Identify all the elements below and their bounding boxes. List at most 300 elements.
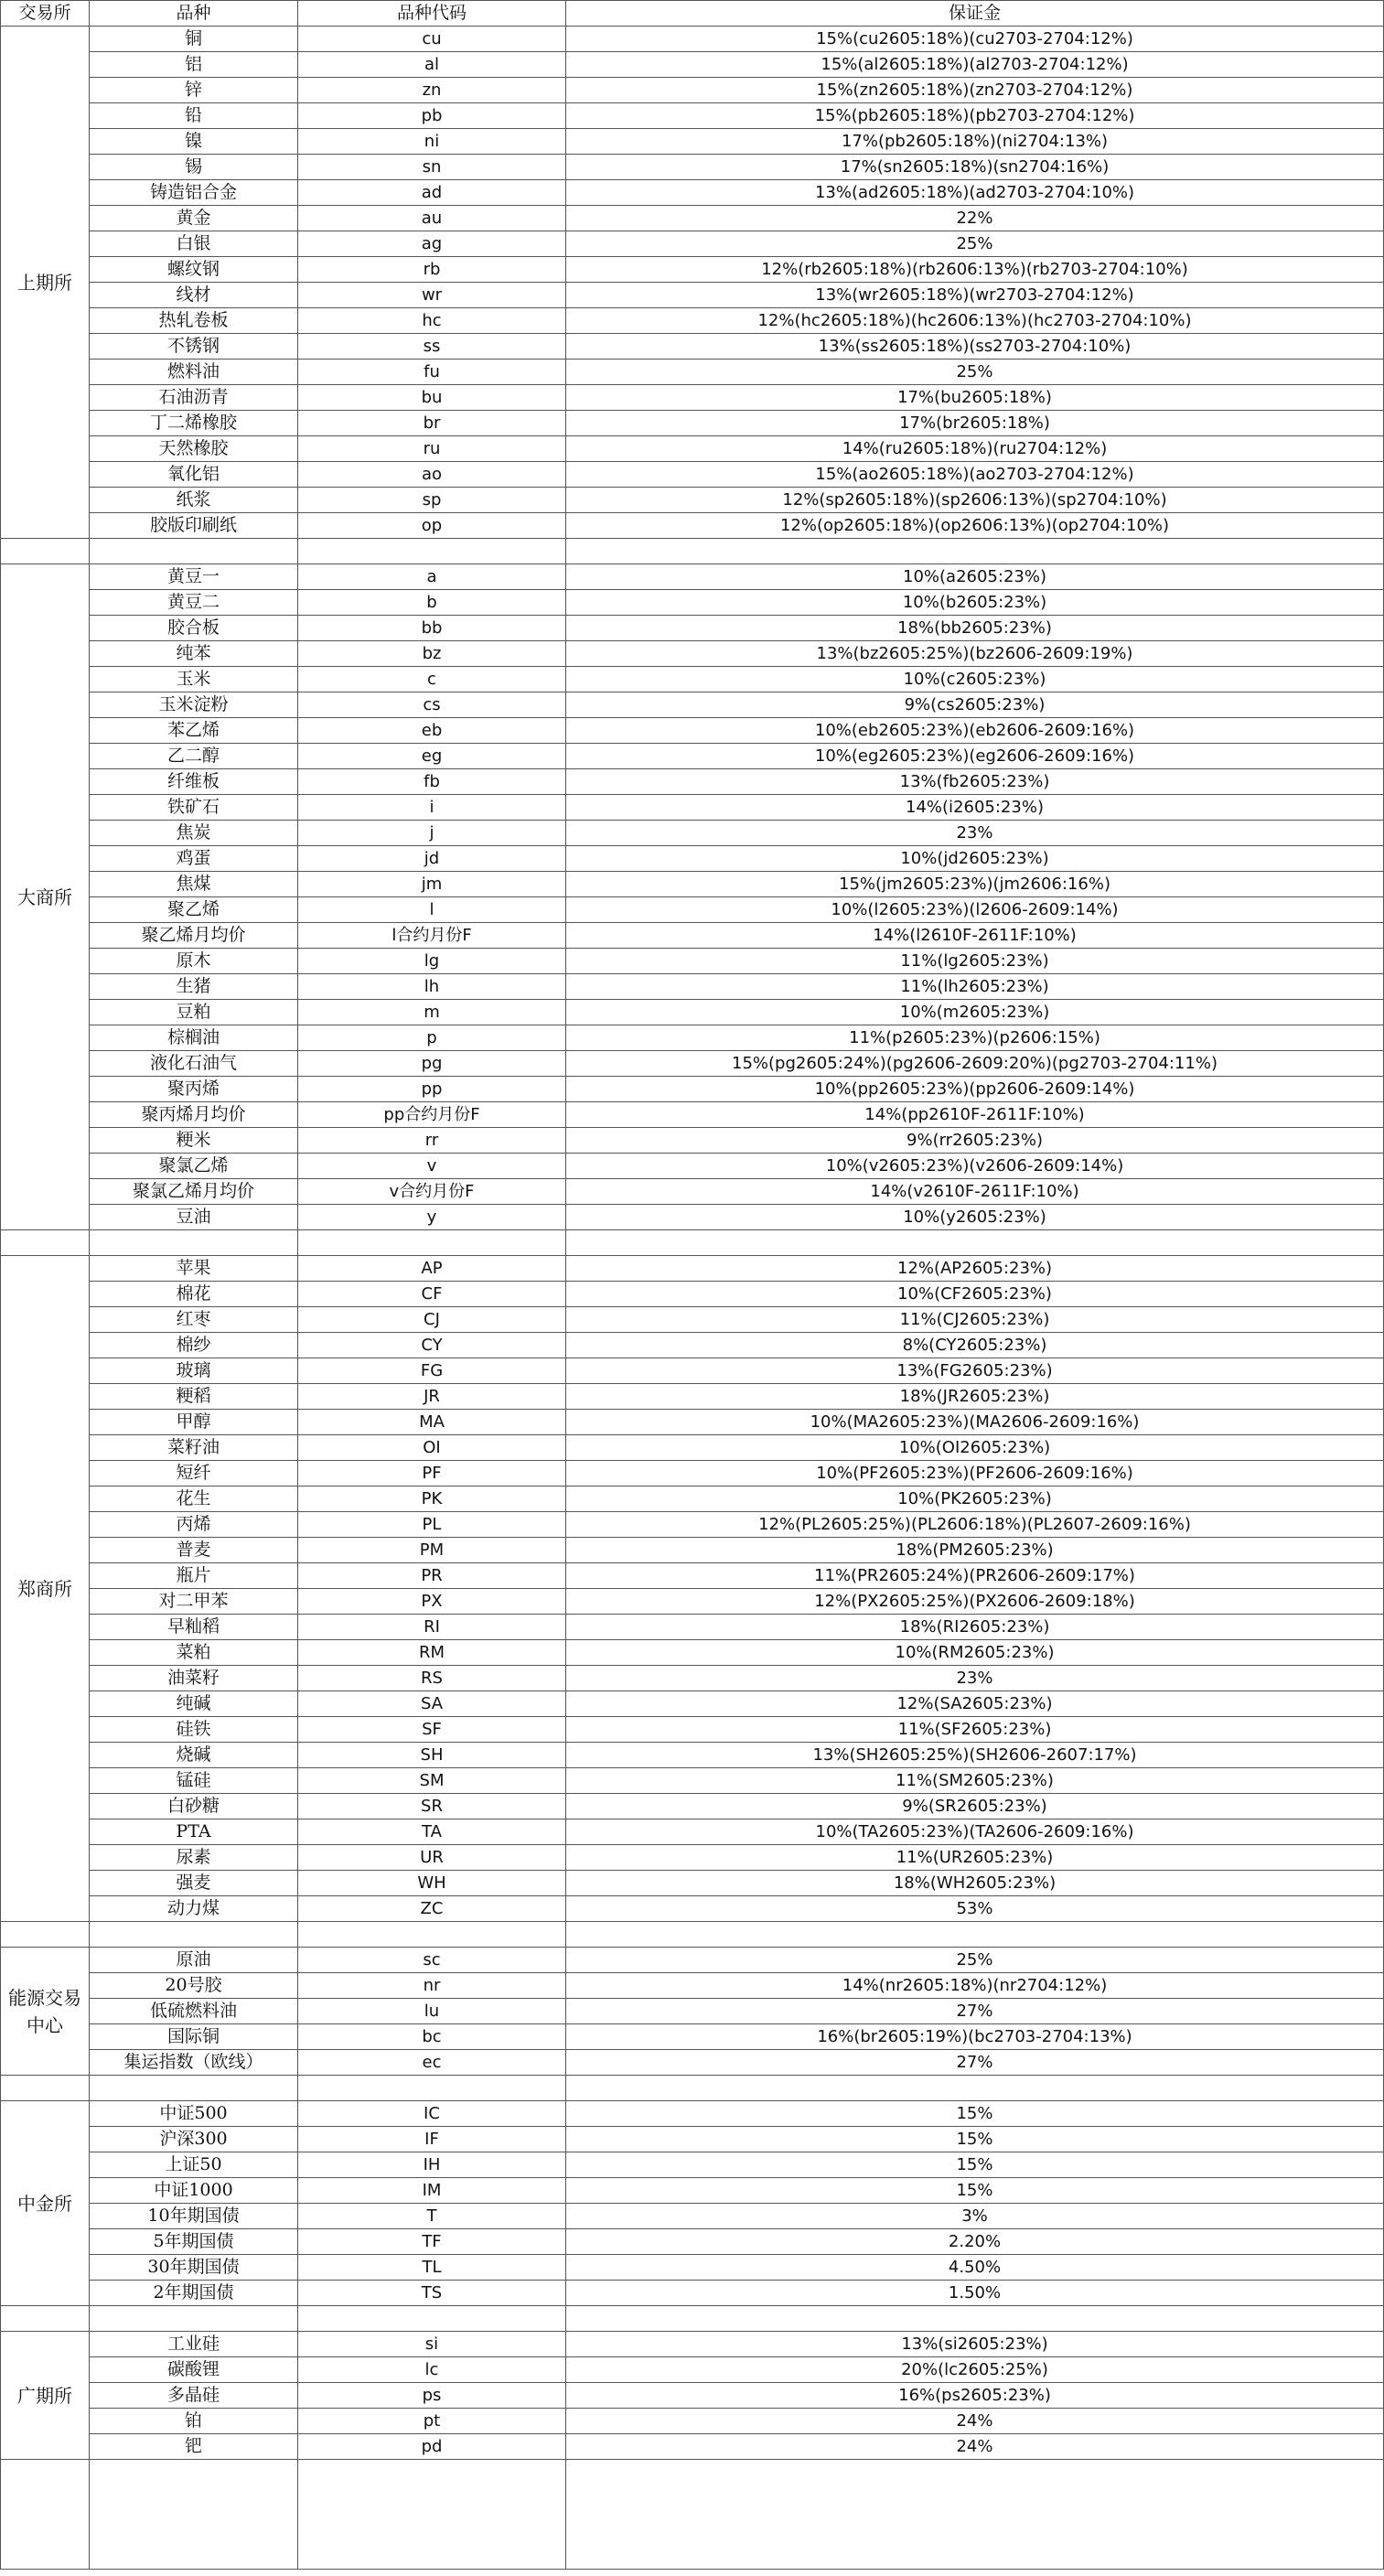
- product-cell[interactable]: 尿素: [90, 1845, 298, 1871]
- code-cell[interactable]: ao: [298, 462, 566, 488]
- margin-cell[interactable]: 15%(zn2605:18%)(zn2703-2704:12%): [566, 78, 1384, 103]
- product-cell[interactable]: 工业硅: [90, 2332, 298, 2357]
- code-cell[interactable]: CJ: [298, 1307, 566, 1333]
- product-cell[interactable]: 红枣: [90, 1307, 298, 1333]
- margin-cell[interactable]: 10%(l2605:23%)(l2606-2609:14%): [566, 897, 1384, 923]
- margin-cell[interactable]: 17%(bu2605:18%): [566, 385, 1384, 411]
- product-cell[interactable]: 铜: [90, 27, 298, 52]
- margin-cell[interactable]: 53%: [566, 1896, 1384, 1922]
- product-cell[interactable]: 甲醇: [90, 1410, 298, 1435]
- margin-cell[interactable]: 9%(cs2605:23%): [566, 692, 1384, 718]
- product-cell[interactable]: 强麦: [90, 1871, 298, 1896]
- product-cell[interactable]: 上证50: [90, 2152, 298, 2178]
- code-cell[interactable]: IM: [298, 2178, 566, 2204]
- code-cell[interactable]: si: [298, 2332, 566, 2357]
- product-cell[interactable]: 碳酸锂: [90, 2357, 298, 2383]
- code-cell[interactable]: ss: [298, 334, 566, 360]
- product-cell[interactable]: 黄豆二: [90, 590, 298, 616]
- product-cell[interactable]: 丙烯: [90, 1512, 298, 1538]
- code-cell[interactable]: rb: [298, 257, 566, 283]
- margin-cell[interactable]: 16%(ps2605:23%): [566, 2383, 1384, 2409]
- product-cell[interactable]: 粳稻: [90, 1384, 298, 1410]
- code-cell[interactable]: bc: [298, 2024, 566, 2050]
- code-cell[interactable]: WH: [298, 1871, 566, 1896]
- empty-cell[interactable]: [566, 2076, 1384, 2101]
- product-cell[interactable]: 镍: [90, 129, 298, 155]
- margin-cell[interactable]: 14%(i2605:23%): [566, 795, 1384, 821]
- product-cell[interactable]: 棉纱: [90, 1333, 298, 1358]
- margin-cell[interactable]: 11%(p2605:23%)(p2606:15%): [566, 1025, 1384, 1051]
- product-cell[interactable]: 纯苯: [90, 641, 298, 667]
- code-cell[interactable]: b: [298, 590, 566, 616]
- exchange-cell[interactable]: 大商所: [1, 564, 90, 1230]
- margin-cell[interactable]: 10%(CF2605:23%): [566, 1282, 1384, 1307]
- margin-cell[interactable]: 13%(fb2605:23%): [566, 769, 1384, 795]
- product-cell[interactable]: 花生: [90, 1487, 298, 1512]
- code-cell[interactable]: zn: [298, 78, 566, 103]
- product-cell[interactable]: 苹果: [90, 1256, 298, 1282]
- product-cell[interactable]: 聚丙烯月均价: [90, 1102, 298, 1128]
- product-cell[interactable]: 30年期国债: [90, 2255, 298, 2281]
- product-cell[interactable]: 聚氯乙烯月均价: [90, 1179, 298, 1205]
- product-cell[interactable]: 白砂糖: [90, 1794, 298, 1819]
- margin-cell[interactable]: 13%(ss2605:18%)(ss2703-2704:10%): [566, 334, 1384, 360]
- code-cell[interactable]: CY: [298, 1333, 566, 1358]
- margin-cell[interactable]: 15%(cu2605:18%)(cu2703-2704:12%): [566, 27, 1384, 52]
- margin-cell[interactable]: 9%(SR2605:23%): [566, 1794, 1384, 1819]
- margin-cell[interactable]: 18%(bb2605:23%): [566, 616, 1384, 641]
- margin-cell[interactable]: 11%(PR2605:24%)(PR2606-2609:17%): [566, 1563, 1384, 1589]
- code-cell[interactable]: fb: [298, 769, 566, 795]
- margin-cell[interactable]: 15%(pg2605:24%)(pg2606-2609:20%)(pg2703-2704:11%): [566, 1051, 1384, 1077]
- margin-cell[interactable]: 8%(CY2605:23%): [566, 1333, 1384, 1358]
- margin-cell[interactable]: 24%: [566, 2409, 1384, 2434]
- product-cell[interactable]: 玉米: [90, 667, 298, 692]
- margin-cell[interactable]: 13%(FG2605:23%): [566, 1358, 1384, 1384]
- product-cell[interactable]: 20号胶: [90, 1973, 298, 1999]
- margin-cell[interactable]: 9%(rr2605:23%): [566, 1128, 1384, 1154]
- margin-cell[interactable]: 15%(al2605:18%)(al2703-2704:12%): [566, 52, 1384, 78]
- code-cell[interactable]: RS: [298, 1666, 566, 1691]
- code-cell[interactable]: bu: [298, 385, 566, 411]
- code-cell[interactable]: PK: [298, 1487, 566, 1512]
- code-cell[interactable]: SF: [298, 1717, 566, 1743]
- product-cell[interactable]: 菜粕: [90, 1640, 298, 1666]
- code-cell[interactable]: y: [298, 1205, 566, 1230]
- empty-cell[interactable]: [566, 2306, 1384, 2332]
- product-cell[interactable]: 国际铜: [90, 2024, 298, 2050]
- header-margin[interactable]: 保证金: [566, 1, 1384, 27]
- margin-cell[interactable]: 12%(op2605:18%)(op2606:13%)(op2704:10%): [566, 513, 1384, 539]
- code-cell[interactable]: PL: [298, 1512, 566, 1538]
- code-cell[interactable]: MA: [298, 1410, 566, 1435]
- product-cell[interactable]: 氧化铝: [90, 462, 298, 488]
- product-cell[interactable]: 锰硅: [90, 1768, 298, 1794]
- margin-cell[interactable]: 10%(c2605:23%): [566, 667, 1384, 692]
- product-cell[interactable]: 粳米: [90, 1128, 298, 1154]
- margin-cell[interactable]: 14%(ru2605:18%)(ru2704:12%): [566, 436, 1384, 462]
- code-cell[interactable]: ru: [298, 436, 566, 462]
- code-cell[interactable]: sc: [298, 1948, 566, 1973]
- margin-cell[interactable]: 23%: [566, 821, 1384, 846]
- margin-cell[interactable]: 13%(ad2605:18%)(ad2703-2704:10%): [566, 180, 1384, 206]
- product-cell[interactable]: 对二甲苯: [90, 1589, 298, 1615]
- code-cell[interactable]: PX: [298, 1589, 566, 1615]
- code-cell[interactable]: nr: [298, 1973, 566, 1999]
- margin-cell[interactable]: 10%(TA2605:23%)(TA2606-2609:16%): [566, 1819, 1384, 1845]
- margin-cell[interactable]: 14%(l2610F-2611F:10%): [566, 923, 1384, 949]
- code-cell[interactable]: rr: [298, 1128, 566, 1154]
- code-cell[interactable]: sn: [298, 155, 566, 180]
- margin-cell[interactable]: 18%(PM2605:23%): [566, 1538, 1384, 1563]
- product-cell[interactable]: 原木: [90, 949, 298, 974]
- code-cell[interactable]: IC: [298, 2101, 566, 2127]
- product-cell[interactable]: 10年期国债: [90, 2204, 298, 2229]
- product-cell[interactable]: 低硫燃料油: [90, 1999, 298, 2024]
- code-cell[interactable]: a: [298, 564, 566, 590]
- margin-cell[interactable]: 10%(y2605:23%): [566, 1205, 1384, 1230]
- margin-cell[interactable]: 15%(jm2605:23%)(jm2606:16%): [566, 872, 1384, 897]
- margin-cell[interactable]: 25%: [566, 231, 1384, 257]
- margin-cell[interactable]: 11%(lh2605:23%): [566, 974, 1384, 1000]
- code-cell[interactable]: lh: [298, 974, 566, 1000]
- empty-cell[interactable]: [566, 1922, 1384, 1948]
- code-cell[interactable]: ad: [298, 180, 566, 206]
- margin-cell[interactable]: 13%(SH2605:25%)(SH2606-2607:17%): [566, 1743, 1384, 1768]
- code-cell[interactable]: TS: [298, 2281, 566, 2306]
- empty-cell[interactable]: [1, 2460, 90, 2570]
- product-cell[interactable]: 聚丙烯: [90, 1077, 298, 1102]
- margin-cell[interactable]: 11%(SM2605:23%): [566, 1768, 1384, 1794]
- code-cell[interactable]: jd: [298, 846, 566, 872]
- empty-cell[interactable]: [90, 539, 298, 564]
- code-cell[interactable]: bb: [298, 616, 566, 641]
- product-cell[interactable]: 2年期国债: [90, 2281, 298, 2306]
- margin-cell[interactable]: 10%(eb2605:23%)(eb2606-2609:16%): [566, 718, 1384, 744]
- empty-cell[interactable]: [90, 2460, 298, 2570]
- code-cell[interactable]: T: [298, 2204, 566, 2229]
- code-cell[interactable]: TF: [298, 2229, 566, 2255]
- product-cell[interactable]: 锌: [90, 78, 298, 103]
- code-cell[interactable]: FG: [298, 1358, 566, 1384]
- margin-cell[interactable]: 15%(ao2605:18%)(ao2703-2704:12%): [566, 462, 1384, 488]
- margin-cell[interactable]: 1.50%: [566, 2281, 1384, 2306]
- product-cell[interactable]: 不锈钢: [90, 334, 298, 360]
- margin-cell[interactable]: 12%(AP2605:23%): [566, 1256, 1384, 1282]
- code-cell[interactable]: IH: [298, 2152, 566, 2178]
- code-cell[interactable]: cs: [298, 692, 566, 718]
- code-cell[interactable]: IF: [298, 2127, 566, 2152]
- code-cell[interactable]: CF: [298, 1282, 566, 1307]
- margin-cell[interactable]: 12%(hc2605:18%)(hc2606:13%)(hc2703-2704:10%): [566, 308, 1384, 334]
- header-product[interactable]: 品种: [90, 1, 298, 27]
- code-cell[interactable]: pb: [298, 103, 566, 129]
- exchange-cell[interactable]: 中金所: [1, 2101, 90, 2306]
- empty-cell[interactable]: [298, 1922, 566, 1948]
- margin-cell[interactable]: 18%(WH2605:23%): [566, 1871, 1384, 1896]
- product-cell[interactable]: 石油沥青: [90, 385, 298, 411]
- product-cell[interactable]: 聚乙烯: [90, 897, 298, 923]
- product-cell[interactable]: 玻璃: [90, 1358, 298, 1384]
- code-cell[interactable]: pp合约月份F: [298, 1102, 566, 1128]
- margin-cell[interactable]: 13%(wr2605:18%)(wr2703-2704:12%): [566, 283, 1384, 308]
- product-cell[interactable]: 乙二醇: [90, 744, 298, 769]
- code-cell[interactable]: sp: [298, 488, 566, 513]
- product-cell[interactable]: 沪深300: [90, 2127, 298, 2152]
- product-cell[interactable]: 中证500: [90, 2101, 298, 2127]
- margin-cell[interactable]: 11%(lg2605:23%): [566, 949, 1384, 974]
- product-cell[interactable]: 铝: [90, 52, 298, 78]
- product-cell[interactable]: 棕榈油: [90, 1025, 298, 1051]
- margin-cell[interactable]: 10%(PK2605:23%): [566, 1487, 1384, 1512]
- empty-cell[interactable]: [298, 1230, 566, 1256]
- product-cell[interactable]: 胶版印刷纸: [90, 513, 298, 539]
- product-cell[interactable]: 聚乙烯月均价: [90, 923, 298, 949]
- code-cell[interactable]: hc: [298, 308, 566, 334]
- code-cell[interactable]: ni: [298, 129, 566, 155]
- code-cell[interactable]: bz: [298, 641, 566, 667]
- code-cell[interactable]: op: [298, 513, 566, 539]
- code-cell[interactable]: br: [298, 411, 566, 436]
- margin-cell[interactable]: 15%: [566, 2127, 1384, 2152]
- code-cell[interactable]: JR: [298, 1384, 566, 1410]
- empty-cell[interactable]: [566, 2460, 1384, 2570]
- code-cell[interactable]: j: [298, 821, 566, 846]
- margin-cell[interactable]: 10%(a2605:23%): [566, 564, 1384, 590]
- product-cell[interactable]: 锡: [90, 155, 298, 180]
- empty-cell[interactable]: [298, 539, 566, 564]
- code-cell[interactable]: eb: [298, 718, 566, 744]
- product-cell[interactable]: 短纤: [90, 1461, 298, 1487]
- margin-cell[interactable]: 18%(JR2605:23%): [566, 1384, 1384, 1410]
- margin-cell[interactable]: 15%: [566, 2101, 1384, 2127]
- empty-cell[interactable]: [566, 539, 1384, 564]
- code-cell[interactable]: fu: [298, 360, 566, 385]
- empty-cell[interactable]: [90, 1922, 298, 1948]
- product-cell[interactable]: 油菜籽: [90, 1666, 298, 1691]
- code-cell[interactable]: al: [298, 52, 566, 78]
- product-cell[interactable]: 早籼稻: [90, 1615, 298, 1640]
- product-cell[interactable]: 燃料油: [90, 360, 298, 385]
- empty-cell[interactable]: [298, 2306, 566, 2332]
- product-cell[interactable]: 铁矿石: [90, 795, 298, 821]
- product-cell[interactable]: 烧碱: [90, 1743, 298, 1768]
- product-cell[interactable]: 菜籽油: [90, 1435, 298, 1461]
- margin-cell[interactable]: 12%(rb2605:18%)(rb2606:13%)(rb2703-2704:10%): [566, 257, 1384, 283]
- product-cell[interactable]: 液化石油气: [90, 1051, 298, 1077]
- margin-cell[interactable]: 14%(nr2605:18%)(nr2704:12%): [566, 1973, 1384, 1999]
- margin-cell[interactable]: 15%: [566, 2152, 1384, 2178]
- product-cell[interactable]: 黄金: [90, 206, 298, 231]
- product-cell[interactable]: 豆油: [90, 1205, 298, 1230]
- code-cell[interactable]: i: [298, 795, 566, 821]
- margin-cell[interactable]: 17%(br2605:18%): [566, 411, 1384, 436]
- margin-cell[interactable]: 11%(SF2605:23%): [566, 1717, 1384, 1743]
- margin-cell[interactable]: 2.20%: [566, 2229, 1384, 2255]
- empty-cell[interactable]: [566, 1230, 1384, 1256]
- empty-cell[interactable]: [90, 1230, 298, 1256]
- exchange-cell[interactable]: 郑商所: [1, 1256, 90, 1922]
- margin-cell[interactable]: 11%(UR2605:23%): [566, 1845, 1384, 1871]
- margin-cell[interactable]: 23%: [566, 1666, 1384, 1691]
- product-cell[interactable]: 铂: [90, 2409, 298, 2434]
- header-code[interactable]: 品种代码: [298, 1, 566, 27]
- margin-cell[interactable]: 12%(sp2605:18%)(sp2606:13%)(sp2704:10%): [566, 488, 1384, 513]
- code-cell[interactable]: OI: [298, 1435, 566, 1461]
- product-cell[interactable]: 钯: [90, 2434, 298, 2460]
- margin-cell[interactable]: 12%(PL2605:25%)(PL2606:18%)(PL2607-2609:16%): [566, 1512, 1384, 1538]
- product-cell[interactable]: 纯碱: [90, 1691, 298, 1717]
- product-cell[interactable]: PTA: [90, 1819, 298, 1845]
- code-cell[interactable]: TA: [298, 1819, 566, 1845]
- code-cell[interactable]: cu: [298, 27, 566, 52]
- margin-cell[interactable]: 10%(PF2605:23%)(PF2606-2609:16%): [566, 1461, 1384, 1487]
- product-cell[interactable]: 胶合板: [90, 616, 298, 641]
- empty-cell[interactable]: [90, 2076, 298, 2101]
- product-cell[interactable]: 纤维板: [90, 769, 298, 795]
- code-cell[interactable]: l: [298, 897, 566, 923]
- empty-cell[interactable]: [1, 1922, 90, 1948]
- margin-cell[interactable]: 20%(lc2605:25%): [566, 2357, 1384, 2383]
- product-cell[interactable]: 5年期国债: [90, 2229, 298, 2255]
- margin-cell[interactable]: 25%: [566, 360, 1384, 385]
- margin-cell[interactable]: 10%(m2605:23%): [566, 1000, 1384, 1025]
- margin-cell[interactable]: 13%(bz2605:25%)(bz2606-2609:19%): [566, 641, 1384, 667]
- code-cell[interactable]: p: [298, 1025, 566, 1051]
- margin-cell[interactable]: 24%: [566, 2434, 1384, 2460]
- margin-cell[interactable]: 10%(b2605:23%): [566, 590, 1384, 616]
- code-cell[interactable]: UR: [298, 1845, 566, 1871]
- product-cell[interactable]: 天然橡胶: [90, 436, 298, 462]
- margin-cell[interactable]: 10%(eg2605:23%)(eg2606-2609:16%): [566, 744, 1384, 769]
- margin-cell[interactable]: 15%(pb2605:18%)(pb2703-2704:12%): [566, 103, 1384, 129]
- code-cell[interactable]: SH: [298, 1743, 566, 1768]
- product-cell[interactable]: 动力煤: [90, 1896, 298, 1922]
- code-cell[interactable]: au: [298, 206, 566, 231]
- margin-cell[interactable]: 11%(CJ2605:23%): [566, 1307, 1384, 1333]
- code-cell[interactable]: ec: [298, 2050, 566, 2076]
- code-cell[interactable]: ag: [298, 231, 566, 257]
- margin-cell[interactable]: 3%: [566, 2204, 1384, 2229]
- code-cell[interactable]: pd: [298, 2434, 566, 2460]
- code-cell[interactable]: PF: [298, 1461, 566, 1487]
- product-cell[interactable]: 铅: [90, 103, 298, 129]
- exchange-cell[interactable]: 广期所: [1, 2332, 90, 2460]
- code-cell[interactable]: lc: [298, 2357, 566, 2383]
- code-cell[interactable]: pt: [298, 2409, 566, 2434]
- margin-cell[interactable]: 17%(pb2605:18%)(ni2704:13%): [566, 129, 1384, 155]
- product-cell[interactable]: 聚氯乙烯: [90, 1154, 298, 1179]
- header-exchange[interactable]: 交易所: [1, 1, 90, 27]
- code-cell[interactable]: c: [298, 667, 566, 692]
- margin-cell[interactable]: 27%: [566, 2050, 1384, 2076]
- product-cell[interactable]: 玉米淀粉: [90, 692, 298, 718]
- margin-cell[interactable]: 4.50%: [566, 2255, 1384, 2281]
- code-cell[interactable]: SM: [298, 1768, 566, 1794]
- empty-cell[interactable]: [1, 1230, 90, 1256]
- product-cell[interactable]: 铸造铝合金: [90, 180, 298, 206]
- margin-cell[interactable]: 22%: [566, 206, 1384, 231]
- margin-cell[interactable]: 10%(jd2605:23%): [566, 846, 1384, 872]
- margin-cell[interactable]: 16%(br2605:19%)(bc2703-2704:13%): [566, 2024, 1384, 2050]
- product-cell[interactable]: 多晶硅: [90, 2383, 298, 2409]
- exchange-cell[interactable]: 能源交易中心: [1, 1948, 90, 2076]
- product-cell[interactable]: 纸浆: [90, 488, 298, 513]
- product-cell[interactable]: 线材: [90, 283, 298, 308]
- margin-cell[interactable]: 17%(sn2605:18%)(sn2704:16%): [566, 155, 1384, 180]
- code-cell[interactable]: PM: [298, 1538, 566, 1563]
- margin-cell[interactable]: 12%(SA2605:23%): [566, 1691, 1384, 1717]
- code-cell[interactable]: pg: [298, 1051, 566, 1077]
- empty-cell[interactable]: [90, 2306, 298, 2332]
- code-cell[interactable]: AP: [298, 1256, 566, 1282]
- margin-cell[interactable]: 27%: [566, 1999, 1384, 2024]
- product-cell[interactable]: 豆粕: [90, 1000, 298, 1025]
- margin-cell[interactable]: 14%(v2610F-2611F:10%): [566, 1179, 1384, 1205]
- code-cell[interactable]: ZC: [298, 1896, 566, 1922]
- code-cell[interactable]: pp: [298, 1077, 566, 1102]
- product-cell[interactable]: 鸡蛋: [90, 846, 298, 872]
- margin-cell[interactable]: 10%(RM2605:23%): [566, 1640, 1384, 1666]
- empty-cell[interactable]: [298, 2460, 566, 2570]
- product-cell[interactable]: 热轧卷板: [90, 308, 298, 334]
- code-cell[interactable]: v合约月份F: [298, 1179, 566, 1205]
- product-cell[interactable]: 瓶片: [90, 1563, 298, 1589]
- margin-cell[interactable]: 10%(OI2605:23%): [566, 1435, 1384, 1461]
- product-cell[interactable]: 焦炭: [90, 821, 298, 846]
- empty-cell[interactable]: [1, 539, 90, 564]
- margin-cell[interactable]: 12%(PX2605:25%)(PX2606-2609:18%): [566, 1589, 1384, 1615]
- margin-cell[interactable]: 25%: [566, 1948, 1384, 1973]
- code-cell[interactable]: RI: [298, 1615, 566, 1640]
- empty-cell[interactable]: [1, 2076, 90, 2101]
- product-cell[interactable]: 黄豆一: [90, 564, 298, 590]
- product-cell[interactable]: 普麦: [90, 1538, 298, 1563]
- code-cell[interactable]: ps: [298, 2383, 566, 2409]
- margin-cell[interactable]: 10%(v2605:23%)(v2606-2609:14%): [566, 1154, 1384, 1179]
- product-cell[interactable]: 硅铁: [90, 1717, 298, 1743]
- margin-cell[interactable]: 13%(si2605:23%): [566, 2332, 1384, 2357]
- product-cell[interactable]: 苯乙烯: [90, 718, 298, 744]
- code-cell[interactable]: m: [298, 1000, 566, 1025]
- code-cell[interactable]: lg: [298, 949, 566, 974]
- code-cell[interactable]: TL: [298, 2255, 566, 2281]
- product-cell[interactable]: 螺纹钢: [90, 257, 298, 283]
- margin-cell[interactable]: 15%: [566, 2178, 1384, 2204]
- code-cell[interactable]: v: [298, 1154, 566, 1179]
- code-cell[interactable]: SR: [298, 1794, 566, 1819]
- product-cell[interactable]: 焦煤: [90, 872, 298, 897]
- code-cell[interactable]: jm: [298, 872, 566, 897]
- product-cell[interactable]: 集运指数（欧线）: [90, 2050, 298, 2076]
- margin-cell[interactable]: 10%(MA2605:23%)(MA2606-2609:16%): [566, 1410, 1384, 1435]
- code-cell[interactable]: l合约月份F: [298, 923, 566, 949]
- code-cell[interactable]: lu: [298, 1999, 566, 2024]
- margin-cell[interactable]: 18%(RI2605:23%): [566, 1615, 1384, 1640]
- product-cell[interactable]: 中证1000: [90, 2178, 298, 2204]
- empty-cell[interactable]: [298, 2076, 566, 2101]
- margin-cell[interactable]: 10%(pp2605:23%)(pp2606-2609:14%): [566, 1077, 1384, 1102]
- code-cell[interactable]: SA: [298, 1691, 566, 1717]
- exchange-cell[interactable]: 上期所: [1, 27, 90, 539]
- margin-cell[interactable]: 14%(pp2610F-2611F:10%): [566, 1102, 1384, 1128]
- code-cell[interactable]: wr: [298, 283, 566, 308]
- code-cell[interactable]: RM: [298, 1640, 566, 1666]
- code-cell[interactable]: PR: [298, 1563, 566, 1589]
- empty-cell[interactable]: [1, 2306, 90, 2332]
- product-cell[interactable]: 丁二烯橡胶: [90, 411, 298, 436]
- product-cell[interactable]: 棉花: [90, 1282, 298, 1307]
